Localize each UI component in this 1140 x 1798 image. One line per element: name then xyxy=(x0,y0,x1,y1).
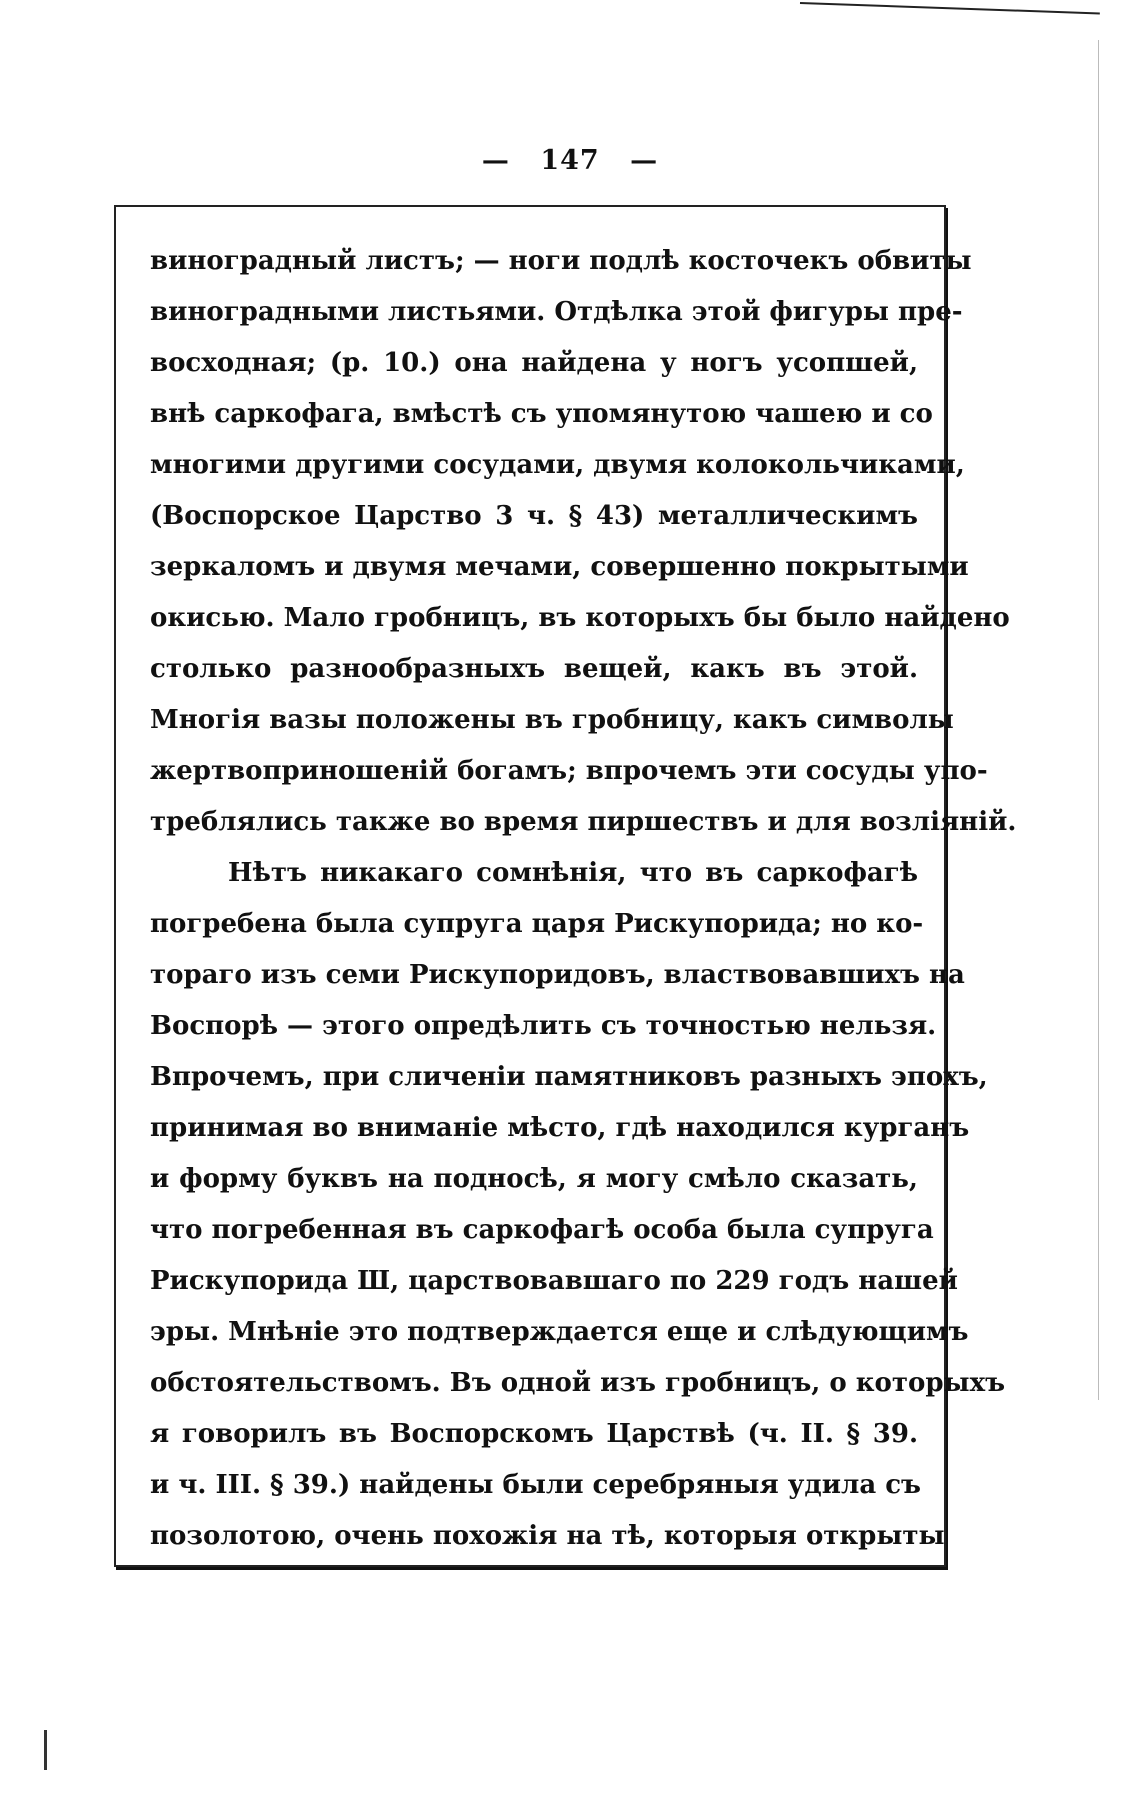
text-line: и форму буквъ на подносѣ, я могу смѣло сказать, xyxy=(150,1164,918,1194)
text-line: позолотою, очень похожія на тѣ, которыя открыты xyxy=(150,1521,945,1551)
text-line: многими другими сосудами, двумя колокольчиками, xyxy=(150,450,965,480)
scan-edge-rule-top xyxy=(800,2,1100,14)
text-line: восходная; (р. 10.) она найдена у ногъ усопшей, xyxy=(150,348,918,378)
text-line: Многія вазы положены въ гробницу, какъ символы xyxy=(150,705,954,735)
text-line: жертвоприношеній богамъ; впрочемъ эти сосуды упо- xyxy=(150,756,988,786)
page-number: 147 xyxy=(540,145,600,176)
paragraph-first-line: Нѣтъ никакаго сомнѣнія, что въ саркофагѣ xyxy=(228,858,918,888)
text-line: принимая во вниманіе мѣсто, гдѣ находился курганъ xyxy=(150,1113,970,1143)
text-line: эры. Мнѣніе это подтверждается еще и слѣдующимъ xyxy=(150,1317,969,1347)
text-line: тораго изъ семи Рискупоридовъ, властвовавшихъ на xyxy=(150,960,965,990)
text-line: что погребенная въ саркофагѣ особа была супруга xyxy=(150,1215,934,1245)
page-number-header xyxy=(0,145,1140,176)
text-line: Воспорѣ — этого опредѣлить съ точностью нельзя. xyxy=(150,1011,937,1041)
text-line: обстоятельствомъ. Въ одной изъ гробницъ, о которыхъ xyxy=(150,1368,1006,1398)
text-line: внѣ саркофага, вмѣстѣ съ упомянутою чашею и со xyxy=(150,399,933,429)
page-number-dash-left: — xyxy=(481,145,510,176)
text-line: (Воспорское Царство 3 ч. § 43) металлическимъ xyxy=(150,501,918,531)
text-line: Впрочемъ, при сличеніи памятниковъ разныхъ эпохъ, xyxy=(150,1062,988,1092)
text-line: виноградный листъ; — ноги подлѣ косточекъ обвиты xyxy=(150,246,972,276)
text-line: зеркаломъ и двумя мечами, совершенно покрытыми xyxy=(150,552,969,582)
page-number-dash-right: — xyxy=(630,145,659,176)
text-line: Рискупорида Ш, царствовавшаго по 229 годъ нашей xyxy=(150,1266,958,1296)
text-line: виноградными листьями. Отдѣлка этой фигуры пре- xyxy=(150,297,963,327)
text-line: погребена была супруга царя Рискупорида; но ко- xyxy=(150,909,924,939)
text-line: я говорилъ въ Воспорскомъ Царствѣ (ч. II. § 39. xyxy=(150,1419,918,1449)
text-line: окисью. Мало гробницъ, въ которыхъ бы было найдено xyxy=(150,603,1010,633)
text-line: столько разнообразныхъ вещей, какъ въ этой. xyxy=(150,654,918,684)
scan-edge-mark-left xyxy=(44,1730,47,1770)
paragraph-end-line: треблялись также во время пиршествъ и для возліяній. xyxy=(150,807,1017,837)
text-line: и ч. III. § 39.) найдены были серебряныя удила съ xyxy=(150,1470,921,1500)
scan-edge-rule-right xyxy=(1098,40,1099,1400)
body-text xyxy=(150,236,1017,1562)
